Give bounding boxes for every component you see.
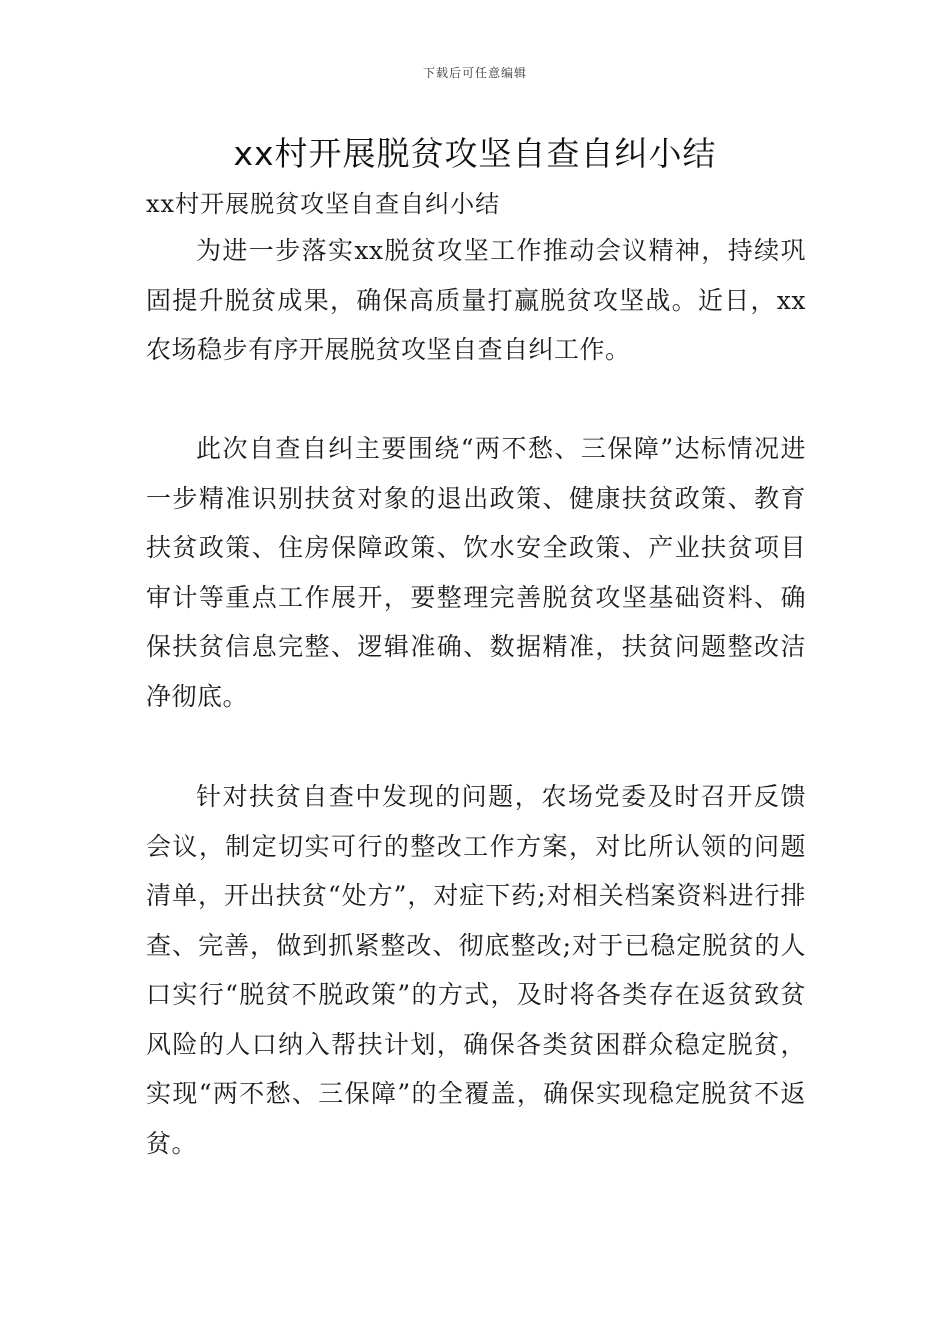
body-paragraph-1: 为进一步落实xx脱贫攻坚工作推动会议精神，持续巩固提升脱贫成果，确保高质量打赢脱贫攻坚战。近日，xx农场稳步有序开展脱贫攻坚自查自纠工作。 <box>146 236 806 364</box>
header-note: 下载后可任意编辑 <box>422 66 527 80</box>
body-paragraph-3: 针对扶贫自查中发现的问题，农场党委及时召开反馈会议，制定切实可行的整改工作方案，对比所认领的问题清单，开出扶贫“处方”，对症下药;对相关档案资料进行排查、完善，做到抓紧整改、彻底整改;对于已稳定脱贫的人口实行“脱贫不脱政策”的方式，及时将各类存在返贫致贫风险的人口纳入帮扶计划，确保各类贫困群众稳定脱贫，实现“两不愁、三保障”的全覆盖，确保实现稳定脱贫不返贫。 <box>146 782 806 1158</box>
body-paragraph-2: 此次自查自纠主要围绕“两不愁、三保障”达标情况进一步精准识别扶贫对象的退出政策、健康扶贫政策、教育扶贫政策、住房保障政策、饮水安全政策、产业扶贫项目审计等重点工作展开，要整理完善脱贫攻坚基础资料、确保扶贫信息完整、逻辑准确、数据精准，扶贫问题整改洁净彻底。 <box>146 434 806 711</box>
document-title: xx村开展脱贫攻坚自查自纠小结 <box>233 134 717 173</box>
document-subtitle: xx村开展脱贫攻坚自查自纠小结 <box>146 190 501 218</box>
